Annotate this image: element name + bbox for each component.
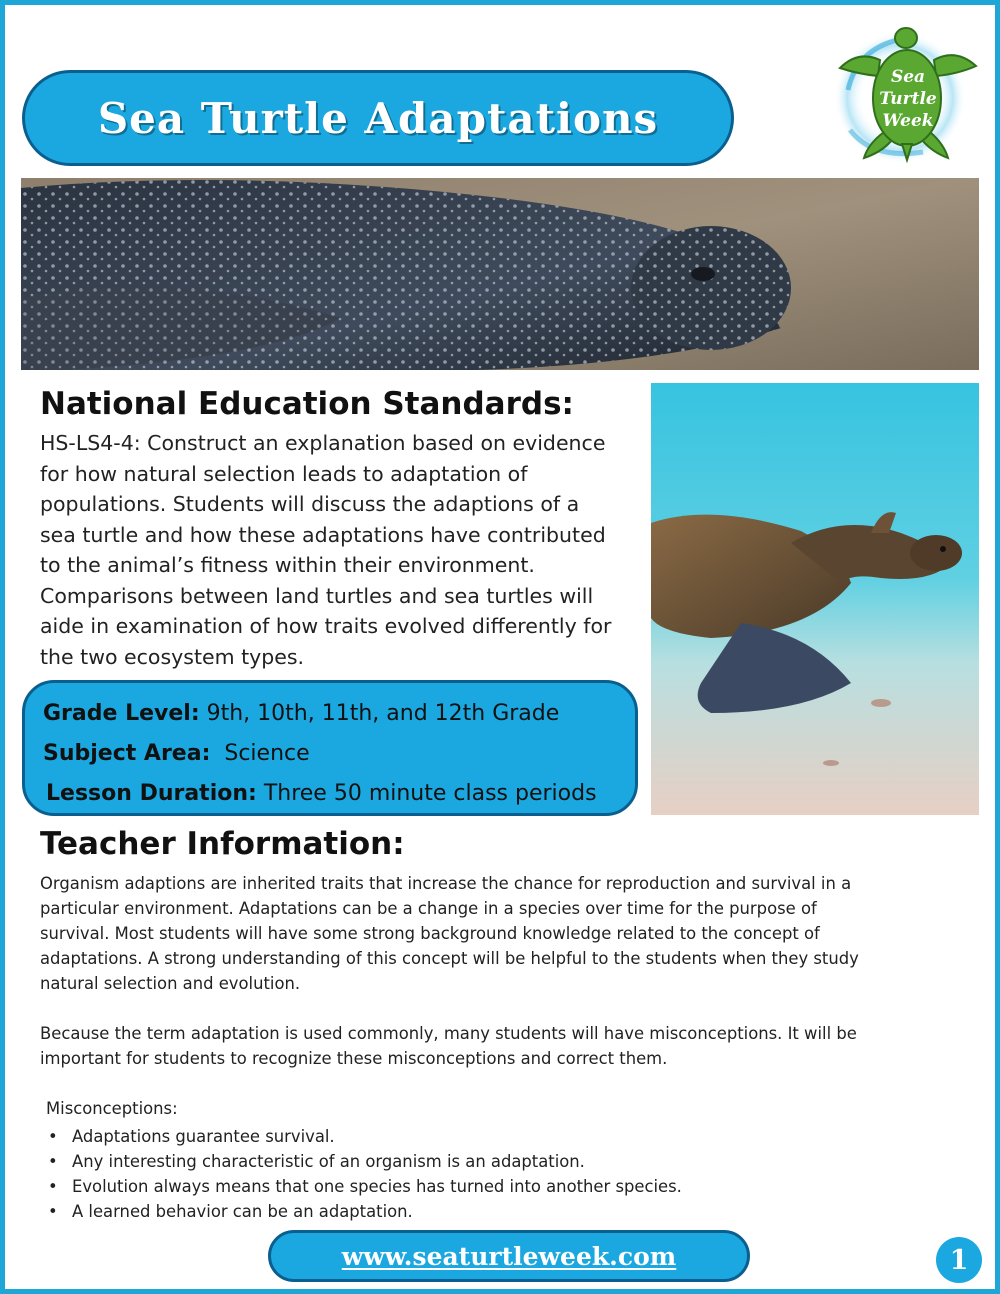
leatherback-turtle-photo	[21, 178, 979, 370]
logo-text-sea: Sea	[890, 67, 926, 87]
list-item: • A learned behavior can be an adaptation.	[46, 1199, 682, 1224]
standards-line: populations. Students will discuss the adaptions of a	[40, 492, 580, 516]
sea-turtle-week-logo	[828, 20, 988, 170]
grade-level-value: 9th, 10th, 11th, and 12th Grade	[199, 701, 560, 726]
website-link-pill[interactable]	[268, 1230, 750, 1282]
standards-text	[40, 428, 640, 672]
paragraph-line: particular environment. Adaptations can be a change in a species over time for the purpose of	[40, 899, 817, 918]
subject-area-row	[43, 741, 310, 766]
list-item: • Any interesting characteristic of an organism is an adaptation.	[46, 1149, 682, 1174]
standards-line: sea turtle and how these adaptations have contributed	[40, 522, 606, 547]
page-number-badge: 1	[936, 1237, 982, 1283]
paragraph-line: adaptations. A strong understanding of this concept will be helpful to the students when they study	[40, 949, 859, 968]
lesson-info-box	[22, 680, 638, 816]
standards-line: HS-LS4-4: Construct an explanation based on evidence	[40, 431, 606, 455]
subject-area-value: Science	[210, 741, 310, 766]
standards-heading: National Education Standards:	[40, 386, 574, 422]
standards-line: the two ecosystem types.	[40, 644, 305, 669]
logo-text-turtle: Turtle	[879, 89, 937, 109]
list-item: • Adaptations guarantee survival.	[46, 1124, 682, 1149]
teacher-paragraph-1	[40, 871, 970, 996]
subject-area-label: Subject Area:	[43, 741, 211, 766]
website-link[interactable]: www.seaturtleweek.com	[341, 1241, 677, 1271]
teacher-paragraph-2	[40, 1021, 970, 1071]
page-title: Sea Turtle Adaptations	[97, 93, 659, 143]
paragraph-line: important for students to recognize these misconceptions and correct them.	[40, 1049, 668, 1068]
paragraph-line: Organism adaptions are inherited traits that increase the chance for reproduction and survival in a	[40, 874, 852, 893]
standards-line: aide in examination of how traits evolved differently for	[40, 614, 612, 638]
grade-level-row	[43, 701, 559, 726]
misconceptions-label: Misconceptions:	[46, 1099, 178, 1118]
paragraph-line: survival. Most students will have some strong background knowledge related to the concept of	[40, 924, 820, 943]
standards-line: to the animal’s fitness within their environment.	[40, 553, 535, 577]
list-item: • Evolution always means that one species has turned into another species.	[46, 1174, 682, 1199]
lesson-duration-value: Three 50 minute class periods	[256, 781, 597, 806]
paragraph-line: Because the term adaptation is used commonly, many students will have misconceptions. It will be	[40, 1024, 857, 1043]
lesson-duration-label: Lesson Duration:	[46, 781, 257, 806]
logo-text-week: Week	[882, 111, 934, 131]
standards-line: Comparisons between land turtles and sea turtles will	[40, 583, 594, 608]
teacher-info-heading: Teacher Information:	[40, 826, 405, 862]
lesson-duration-row	[46, 781, 597, 806]
green-sea-turtle-photo	[651, 383, 979, 815]
paragraph-line: natural selection and evolution.	[40, 974, 301, 993]
title-banner	[22, 70, 734, 166]
misconceptions-list	[46, 1124, 682, 1224]
standards-line: for how natural selection leads to adaptation of	[40, 461, 528, 486]
grade-level-label: Grade Level:	[43, 701, 200, 726]
